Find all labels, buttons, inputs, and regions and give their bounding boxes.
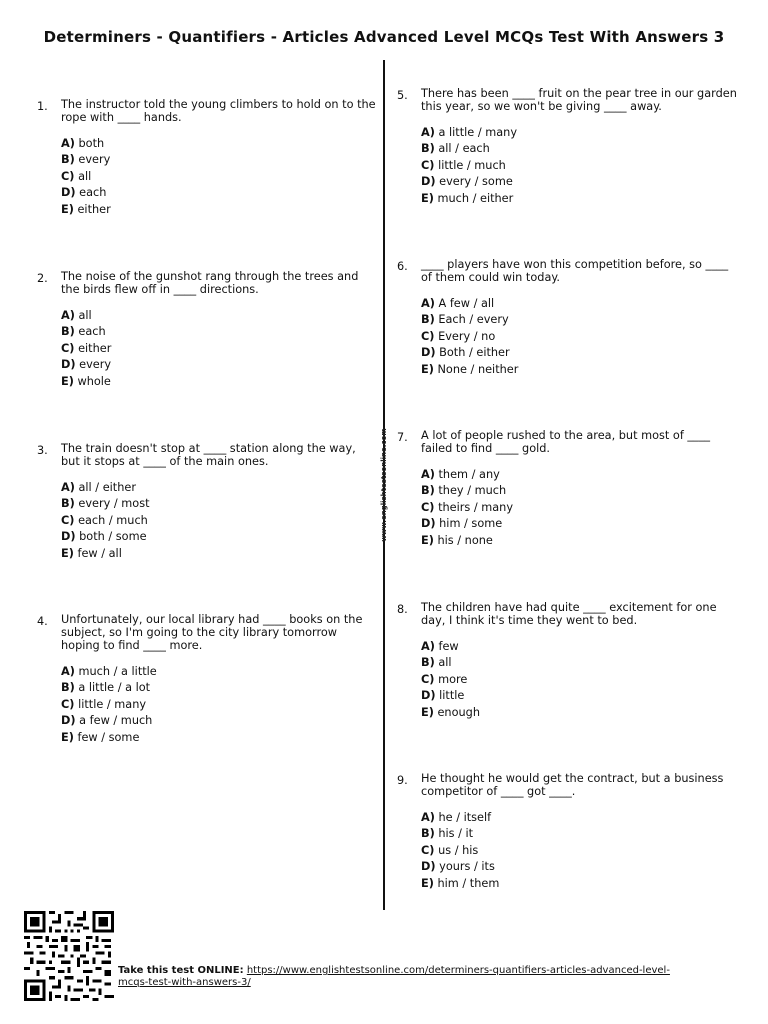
question-stem: Unfortunately, our local library had ____ books on the subject, so I'm going to the city library tomorrow hoping to find ____ more. [61, 613, 363, 652]
option-letter: D) [61, 358, 76, 372]
option-c[interactable] [421, 843, 737, 859]
option-text: every [79, 358, 112, 372]
option-letter: A) [61, 665, 75, 678]
question-stem: A lot of people rushed to the area, but most of ____ failed to find ____ gold. [421, 429, 710, 455]
option-e[interactable] [61, 202, 377, 218]
question-8 [397, 601, 737, 721]
option-text: his / none [437, 533, 493, 547]
option-letter: B) [61, 681, 75, 695]
answer-options [61, 136, 377, 218]
option-c[interactable] [421, 329, 737, 345]
option-text: each [79, 186, 107, 200]
question-9 [397, 772, 737, 892]
option-text: them / any [438, 468, 500, 481]
option-text: a little / a lot [78, 681, 151, 695]
option-text: all [78, 309, 92, 322]
question-stem: ____ players have won this competition before, so ____ of them could win today. [421, 258, 729, 284]
option-c[interactable] [421, 500, 737, 516]
option-text: a few / much [79, 714, 153, 728]
option-b[interactable] [421, 141, 737, 157]
option-text: either [78, 341, 112, 355]
option-b[interactable] [61, 152, 377, 168]
question-number: 6. [397, 260, 408, 273]
option-text: little / many [78, 697, 147, 711]
option-text: Every / no [438, 329, 496, 343]
option-letter: A) [421, 640, 435, 653]
option-text: either [77, 202, 111, 216]
option-letter: C) [421, 672, 435, 686]
option-letter: A) [421, 126, 435, 139]
answer-options [421, 296, 737, 378]
option-letter: B) [421, 142, 435, 156]
option-a[interactable] [421, 296, 737, 312]
option-text: every [78, 153, 111, 167]
option-text: Both / either [439, 346, 510, 360]
option-letter: E) [61, 202, 74, 216]
option-d[interactable] [421, 688, 737, 704]
question-number: 9. [397, 774, 408, 787]
option-e[interactable] [61, 546, 377, 562]
option-letter: D) [421, 517, 436, 531]
option-text: each / much [78, 513, 148, 527]
option-letter: B) [421, 313, 435, 327]
option-b[interactable] [61, 680, 377, 696]
question-number: 7. [397, 431, 408, 444]
option-letter: B) [421, 827, 435, 841]
question-stem: The train doesn't stop at ____ station along the way, but it stops at ____ of the main ones. [61, 442, 356, 468]
option-letter: D) [421, 860, 436, 874]
question-number: 1. [37, 100, 48, 113]
option-b[interactable] [421, 483, 737, 499]
option-letter: D) [61, 186, 76, 200]
option-a[interactable] [61, 664, 377, 680]
option-e[interactable] [421, 876, 737, 892]
question-number: 5. [397, 89, 408, 102]
option-text: few / some [77, 730, 140, 744]
option-d[interactable] [61, 529, 377, 545]
footer-test-link[interactable]: https://www.englishtestsonline.com/determiners-quantifiers-articles-advanced-level-mcqs-test-with-answers-3/ [118, 965, 670, 988]
option-text: his / it [438, 827, 474, 841]
question-3 [37, 442, 377, 562]
option-letter: E) [421, 362, 434, 376]
question-6 [397, 258, 737, 378]
option-letter: B) [61, 497, 75, 511]
option-e[interactable] [61, 374, 377, 390]
answer-options [61, 308, 377, 390]
option-c[interactable] [61, 513, 377, 529]
option-text: both / some [79, 530, 147, 544]
option-text: enough [437, 705, 480, 719]
option-c[interactable] [421, 672, 737, 688]
question-7 [397, 429, 737, 549]
option-d[interactable] [61, 713, 377, 729]
option-text: a little / many [438, 126, 517, 139]
option-text: None / neither [437, 362, 519, 376]
option-d[interactable] [421, 859, 737, 875]
option-text: few [438, 640, 459, 653]
option-a[interactable] [421, 639, 737, 655]
question-number: 2. [37, 272, 48, 285]
option-e[interactable] [421, 533, 737, 549]
option-d[interactable] [61, 357, 377, 373]
question-number: 4. [37, 615, 48, 628]
option-text: yours / its [439, 860, 495, 874]
footer [118, 965, 678, 989]
option-c[interactable] [421, 158, 737, 174]
option-e[interactable] [421, 362, 737, 378]
option-letter: C) [421, 843, 435, 857]
option-letter: E) [61, 730, 74, 744]
option-b[interactable] [421, 826, 737, 842]
option-letter: B) [61, 325, 75, 339]
option-text: more [438, 672, 468, 686]
option-text: Each / every [438, 313, 509, 327]
option-letter: A) [61, 137, 75, 150]
option-c[interactable] [61, 697, 377, 713]
option-text: him / them [437, 876, 500, 890]
answer-options [421, 467, 737, 549]
option-letter: C) [421, 500, 435, 514]
option-text: every / some [439, 175, 513, 189]
answer-options [421, 639, 737, 721]
option-text: us / his [438, 843, 479, 857]
option-letter: D) [421, 175, 436, 189]
option-text: little / much [438, 158, 506, 172]
option-letter: E) [421, 705, 434, 719]
option-letter: C) [421, 329, 435, 343]
option-letter: A) [61, 481, 75, 494]
question-2 [37, 270, 377, 390]
question-stem: The noise of the gunshot rang through the trees and the birds flew off in ____ directions. [61, 270, 359, 296]
option-letter: E) [421, 191, 434, 205]
option-text: all / either [78, 481, 136, 494]
option-text: all [438, 656, 452, 670]
option-text: little [439, 689, 465, 703]
option-text: each [78, 325, 106, 339]
option-letter: D) [421, 346, 436, 360]
option-text: they / much [438, 484, 507, 498]
option-text: whole [77, 374, 111, 388]
option-text: A few / all [438, 297, 495, 310]
option-a[interactable] [61, 136, 377, 152]
answer-options [421, 125, 737, 207]
site-watermark: www.englishtestsonline.com [380, 428, 388, 542]
option-letter: D) [61, 530, 76, 544]
option-text: all [78, 169, 92, 183]
question-number: 8. [397, 603, 408, 616]
option-letter: E) [61, 374, 74, 388]
option-text: theirs / many [438, 500, 514, 514]
option-text: both [78, 137, 105, 150]
option-text: all / each [438, 142, 490, 156]
option-c[interactable] [61, 341, 377, 357]
option-letter: C) [61, 513, 75, 527]
option-letter: D) [61, 714, 76, 728]
option-letter: C) [421, 158, 435, 172]
option-a[interactable] [61, 308, 377, 324]
option-letter: A) [421, 468, 435, 481]
option-a[interactable] [421, 125, 737, 141]
option-e[interactable] [421, 191, 737, 207]
option-text: much / a little [78, 665, 157, 678]
answer-options [61, 664, 377, 746]
option-letter: A) [61, 309, 75, 322]
question-4 [37, 613, 377, 746]
option-text: him / some [439, 517, 503, 531]
option-b[interactable] [421, 312, 737, 328]
qr-code-icon[interactable] [24, 911, 114, 1001]
option-a[interactable] [61, 480, 377, 496]
option-letter: D) [421, 689, 436, 703]
option-b[interactable] [421, 655, 737, 671]
option-letter: C) [61, 169, 75, 183]
option-a[interactable] [421, 810, 737, 826]
option-text: he / itself [438, 811, 492, 824]
option-a[interactable] [421, 467, 737, 483]
question-5 [397, 87, 737, 207]
option-d[interactable] [421, 516, 737, 532]
option-text: much / either [437, 191, 514, 205]
option-letter: A) [421, 811, 435, 824]
question-stem: The instructor told the young climbers to hold on to the rope with ____ hands. [61, 98, 376, 124]
option-e[interactable] [61, 730, 377, 746]
option-letter: E) [421, 876, 434, 890]
option-letter: B) [421, 656, 435, 670]
question-1 [37, 98, 377, 218]
option-letter: B) [61, 153, 75, 167]
option-d[interactable] [421, 345, 737, 361]
option-d[interactable] [421, 174, 737, 190]
answer-options [421, 810, 737, 892]
footer-lead: Take this test ONLINE: [118, 965, 244, 976]
answer-options [61, 480, 377, 562]
option-text: few / all [77, 546, 122, 560]
option-e[interactable] [421, 705, 737, 721]
option-b[interactable] [61, 324, 377, 340]
option-letter: C) [61, 341, 75, 355]
option-d[interactable] [61, 185, 377, 201]
option-b[interactable] [61, 496, 377, 512]
option-text: every / most [78, 497, 150, 511]
option-letter: E) [61, 546, 74, 560]
page-title: Determiners - Quantifiers - Articles Advanced Level MCQs Test With Answers 3 [43, 28, 725, 46]
option-c[interactable] [61, 169, 377, 185]
question-stem: The children have had quite ____ excitement for one day, I think it's time they went to bed. [421, 601, 717, 627]
option-letter: A) [421, 297, 435, 310]
question-stem: He thought he would get the contract, but a business competitor of ____ got ____. [421, 772, 724, 798]
question-number: 3. [37, 444, 48, 457]
question-stem: There has been ____ fruit on the pear tree in our garden this year, so we won't be giving ____ away. [421, 87, 737, 113]
option-letter: C) [61, 697, 75, 711]
option-letter: B) [421, 484, 435, 498]
option-letter: E) [421, 533, 434, 547]
